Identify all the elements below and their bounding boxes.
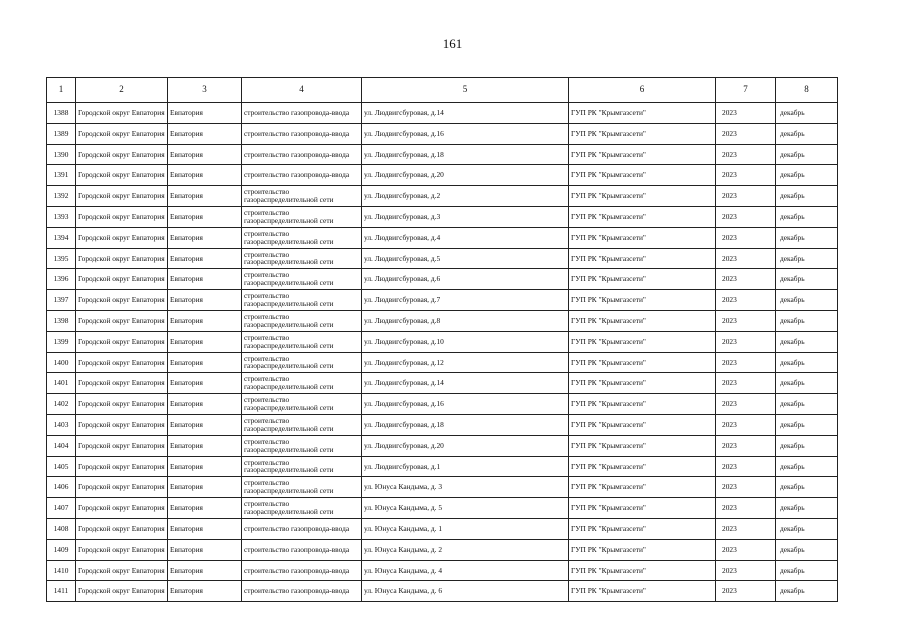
organization-cell: ГУП РК "Крымгазсети"	[569, 394, 716, 415]
work-type-cell: строительство газораспределительной сети	[242, 352, 362, 373]
row-number-cell: 1404	[47, 435, 76, 456]
table-row	[47, 123, 838, 144]
year-cell: 2023	[716, 560, 776, 581]
district-cell: Городской округ Евпатория	[76, 165, 168, 186]
district-cell: Городской округ Евпатория	[76, 103, 168, 124]
work-type-cell: строительство газораспределительной сети	[242, 227, 362, 248]
table-row	[47, 518, 838, 539]
month-cell: декабрь	[776, 518, 838, 539]
district-cell: Городской округ Евпатория	[76, 477, 168, 498]
organization-cell: ГУП РК "Крымгазсети"	[569, 165, 716, 186]
table-row	[47, 206, 838, 227]
year-cell: 2023	[716, 581, 776, 602]
settlement-cell: Евпатория	[168, 539, 242, 560]
address-cell: ул. Людвигсбуровая, д.18	[362, 414, 569, 435]
settlement-cell: Евпатория	[168, 352, 242, 373]
table-row	[47, 456, 838, 477]
table-header-row	[47, 78, 838, 103]
settlement-cell: Евпатория	[168, 560, 242, 581]
month-cell: декабрь	[776, 269, 838, 290]
organization-cell: ГУП РК "Крымгазсети"	[569, 560, 716, 581]
organization-cell: ГУП РК "Крымгазсети"	[569, 477, 716, 498]
district-cell: Городской округ Евпатория	[76, 456, 168, 477]
month-cell: декабрь	[776, 435, 838, 456]
settlement-cell: Евпатория	[168, 227, 242, 248]
organization-cell: ГУП РК "Крымгазсети"	[569, 206, 716, 227]
organization-cell: ГУП РК "Крымгазсети"	[569, 518, 716, 539]
row-number-cell: 1397	[47, 290, 76, 311]
address-cell: ул. Юнуса Кандыма, д. 5	[362, 498, 569, 519]
district-cell: Городской округ Евпатория	[76, 352, 168, 373]
year-cell: 2023	[716, 352, 776, 373]
month-cell: декабрь	[776, 477, 838, 498]
month-cell: декабрь	[776, 352, 838, 373]
page-number: 161	[442, 36, 463, 51]
row-number-cell: 1389	[47, 123, 76, 144]
address-cell: ул. Людвигсбуровая, д.20	[362, 435, 569, 456]
table-row	[47, 165, 838, 186]
row-number-cell: 1401	[47, 373, 76, 394]
organization-cell: ГУП РК "Крымгазсети"	[569, 310, 716, 331]
row-number-cell: 1402	[47, 394, 76, 415]
work-type-cell: строительство газораспределительной сети	[242, 373, 362, 394]
settlement-cell: Евпатория	[168, 144, 242, 165]
organization-cell: ГУП РК "Крымгазсети"	[569, 498, 716, 519]
settlement-cell: Евпатория	[168, 414, 242, 435]
district-cell: Городской округ Евпатория	[76, 310, 168, 331]
year-cell: 2023	[716, 539, 776, 560]
column-header: 5	[362, 78, 569, 103]
table-row	[47, 186, 838, 207]
column-header: 7	[716, 78, 776, 103]
work-type-cell: строительство газопровода-ввода	[242, 165, 362, 186]
district-cell: Городской округ Евпатория	[76, 269, 168, 290]
district-cell: Городской округ Евпатория	[76, 539, 168, 560]
work-type-cell: строительство газораспределительной сети	[242, 414, 362, 435]
row-number-cell: 1396	[47, 269, 76, 290]
column-header: 3	[168, 78, 242, 103]
organization-cell: ГУП РК "Крымгазсети"	[569, 581, 716, 602]
year-cell: 2023	[716, 310, 776, 331]
district-cell: Городской округ Евпатория	[76, 414, 168, 435]
year-cell: 2023	[716, 269, 776, 290]
address-cell: ул. Людвигсбуровая, д.16	[362, 123, 569, 144]
address-cell: ул. Людвигсбуровая, д.4	[362, 227, 569, 248]
settlement-cell: Евпатория	[168, 331, 242, 352]
settlement-cell: Евпатория	[168, 123, 242, 144]
work-type-cell: строительство газораспределительной сети	[242, 456, 362, 477]
year-cell: 2023	[716, 414, 776, 435]
work-type-cell: строительство газораспределительной сети	[242, 310, 362, 331]
data-table	[46, 77, 838, 602]
settlement-cell: Евпатория	[168, 518, 242, 539]
organization-cell: ГУП РК "Крымгазсети"	[569, 456, 716, 477]
work-type-cell: строительство газораспределительной сети	[242, 435, 362, 456]
address-cell: ул. Юнуса Кандыма, д. 2	[362, 539, 569, 560]
year-cell: 2023	[716, 103, 776, 124]
table-row	[47, 269, 838, 290]
district-cell: Городской округ Евпатория	[76, 560, 168, 581]
settlement-cell: Евпатория	[168, 103, 242, 124]
table-row	[47, 560, 838, 581]
table-row	[47, 144, 838, 165]
district-cell: Городской округ Евпатория	[76, 331, 168, 352]
district-cell: Городской округ Евпатория	[76, 186, 168, 207]
settlement-cell: Евпатория	[168, 498, 242, 519]
year-cell: 2023	[716, 373, 776, 394]
work-type-cell: строительство газопровода-ввода	[242, 103, 362, 124]
district-cell: Городской округ Евпатория	[76, 394, 168, 415]
address-cell: ул. Людвигсбуровая, д.2	[362, 186, 569, 207]
month-cell: декабрь	[776, 227, 838, 248]
row-number-cell: 1407	[47, 498, 76, 519]
address-cell: ул. Юнуса Кандыма, д. 4	[362, 560, 569, 581]
row-number-cell: 1394	[47, 227, 76, 248]
row-number-cell: 1405	[47, 456, 76, 477]
organization-cell: ГУП РК "Крымгазсети"	[569, 414, 716, 435]
month-cell: декабрь	[776, 206, 838, 227]
table-row	[47, 373, 838, 394]
column-header: 8	[776, 78, 838, 103]
table-row	[47, 248, 838, 269]
work-type-cell: строительство газораспределительной сети	[242, 206, 362, 227]
district-cell: Городской округ Евпатория	[76, 290, 168, 311]
settlement-cell: Евпатория	[168, 435, 242, 456]
address-cell: ул. Людвигсбуровая, д.8	[362, 310, 569, 331]
address-cell: ул. Юнуса Кандыма, д. 1	[362, 518, 569, 539]
address-cell: ул. Юнуса Кандыма, д. 3	[362, 477, 569, 498]
address-cell: ул. Людвигсбуровая, д.20	[362, 165, 569, 186]
year-cell: 2023	[716, 498, 776, 519]
work-type-cell: строительство газопровода-ввода	[242, 123, 362, 144]
table-row	[47, 227, 838, 248]
month-cell: декабрь	[776, 414, 838, 435]
column-header: 2	[76, 78, 168, 103]
row-number-cell: 1393	[47, 206, 76, 227]
month-cell: декабрь	[776, 165, 838, 186]
year-cell: 2023	[716, 186, 776, 207]
address-cell: ул. Людвигсбуровая, д.12	[362, 352, 569, 373]
year-cell: 2023	[716, 248, 776, 269]
month-cell: декабрь	[776, 310, 838, 331]
column-header: 6	[569, 78, 716, 103]
district-cell: Городской округ Евпатория	[76, 373, 168, 394]
address-cell: ул. Людвигсбуровая, д.7	[362, 290, 569, 311]
organization-cell: ГУП РК "Крымгазсети"	[569, 123, 716, 144]
table-row	[47, 331, 838, 352]
settlement-cell: Евпатория	[168, 456, 242, 477]
month-cell: декабрь	[776, 103, 838, 124]
district-cell: Городской округ Евпатория	[76, 123, 168, 144]
settlement-cell: Евпатория	[168, 477, 242, 498]
year-cell: 2023	[716, 123, 776, 144]
address-cell: ул. Людвигсбуровая, д.16	[362, 394, 569, 415]
organization-cell: ГУП РК "Крымгазсети"	[569, 373, 716, 394]
work-type-cell: строительство газораспределительной сети	[242, 477, 362, 498]
row-number-cell: 1395	[47, 248, 76, 269]
table-row	[47, 103, 838, 124]
row-number-cell: 1390	[47, 144, 76, 165]
work-type-cell: строительство газопровода-ввода	[242, 539, 362, 560]
row-number-cell: 1408	[47, 518, 76, 539]
month-cell: декабрь	[776, 394, 838, 415]
settlement-cell: Евпатория	[168, 206, 242, 227]
row-number-cell: 1399	[47, 331, 76, 352]
address-cell: ул. Юнуса Кандыма, д. 6	[362, 581, 569, 602]
work-type-cell: строительство газораспределительной сети	[242, 269, 362, 290]
settlement-cell: Евпатория	[168, 581, 242, 602]
address-cell: ул. Людвигсбуровая, д.14	[362, 373, 569, 394]
month-cell: декабрь	[776, 498, 838, 519]
year-cell: 2023	[716, 456, 776, 477]
table-body	[47, 103, 838, 602]
year-cell: 2023	[716, 477, 776, 498]
table-row	[47, 498, 838, 519]
work-type-cell: строительство газораспределительной сети	[242, 248, 362, 269]
organization-cell: ГУП РК "Крымгазсети"	[569, 290, 716, 311]
organization-cell: ГУП РК "Крымгазсети"	[569, 269, 716, 290]
address-cell: ул. Людвигсбуровая, д.3	[362, 206, 569, 227]
settlement-cell: Евпатория	[168, 394, 242, 415]
organization-cell: ГУП РК "Крымгазсети"	[569, 248, 716, 269]
month-cell: декабрь	[776, 456, 838, 477]
year-cell: 2023	[716, 518, 776, 539]
year-cell: 2023	[716, 227, 776, 248]
row-number-cell: 1388	[47, 103, 76, 124]
organization-cell: ГУП РК "Крымгазсети"	[569, 539, 716, 560]
table-row	[47, 435, 838, 456]
settlement-cell: Евпатория	[168, 186, 242, 207]
address-cell: ул. Людвигсбуровая, д.1	[362, 456, 569, 477]
year-cell: 2023	[716, 394, 776, 415]
column-header: 4	[242, 78, 362, 103]
year-cell: 2023	[716, 206, 776, 227]
settlement-cell: Евпатория	[168, 290, 242, 311]
month-cell: декабрь	[776, 123, 838, 144]
row-number-cell: 1409	[47, 539, 76, 560]
organization-cell: ГУП РК "Крымгазсети"	[569, 103, 716, 124]
work-type-cell: строительство газораспределительной сети	[242, 290, 362, 311]
settlement-cell: Евпатория	[168, 373, 242, 394]
month-cell: декабрь	[776, 581, 838, 602]
row-number-cell: 1410	[47, 560, 76, 581]
work-type-cell: строительство газораспределительной сети	[242, 498, 362, 519]
district-cell: Городской округ Евпатория	[76, 435, 168, 456]
year-cell: 2023	[716, 435, 776, 456]
row-number-cell: 1406	[47, 477, 76, 498]
month-cell: декабрь	[776, 186, 838, 207]
work-type-cell: строительство газопровода-ввода	[242, 518, 362, 539]
district-cell: Городской округ Евпатория	[76, 248, 168, 269]
table-row	[47, 414, 838, 435]
settlement-cell: Евпатория	[168, 165, 242, 186]
table-row	[47, 394, 838, 415]
settlement-cell: Евпатория	[168, 248, 242, 269]
district-cell: Городской округ Евпатория	[76, 144, 168, 165]
month-cell: декабрь	[776, 248, 838, 269]
work-type-cell: строительство газораспределительной сети	[242, 394, 362, 415]
row-number-cell: 1400	[47, 352, 76, 373]
address-cell: ул. Людвигсбуровая, д.18	[362, 144, 569, 165]
work-type-cell: строительство газораспределительной сети	[242, 186, 362, 207]
row-number-cell: 1411	[47, 581, 76, 602]
year-cell: 2023	[716, 331, 776, 352]
settlement-cell: Евпатория	[168, 310, 242, 331]
district-cell: Городской округ Евпатория	[76, 498, 168, 519]
column-header: 1	[47, 78, 76, 103]
organization-cell: ГУП РК "Крымгазсети"	[569, 144, 716, 165]
year-cell: 2023	[716, 290, 776, 311]
month-cell: декабрь	[776, 290, 838, 311]
organization-cell: ГУП РК "Крымгазсети"	[569, 227, 716, 248]
month-cell: декабрь	[776, 331, 838, 352]
work-type-cell: строительство газопровода-ввода	[242, 144, 362, 165]
year-cell: 2023	[716, 144, 776, 165]
table-row	[47, 290, 838, 311]
district-cell: Городской округ Евпатория	[76, 206, 168, 227]
work-type-cell: строительство газопровода-ввода	[242, 560, 362, 581]
row-number-cell: 1398	[47, 310, 76, 331]
table-row	[47, 352, 838, 373]
year-cell: 2023	[716, 165, 776, 186]
organization-cell: ГУП РК "Крымгазсети"	[569, 435, 716, 456]
row-number-cell: 1403	[47, 414, 76, 435]
table-row	[47, 539, 838, 560]
settlement-cell: Евпатория	[168, 269, 242, 290]
row-number-cell: 1392	[47, 186, 76, 207]
table-row	[47, 310, 838, 331]
month-cell: декабрь	[776, 539, 838, 560]
row-number-cell: 1391	[47, 165, 76, 186]
organization-cell: ГУП РК "Крымгазсети"	[569, 352, 716, 373]
district-cell: Городской округ Евпатория	[76, 227, 168, 248]
organization-cell: ГУП РК "Крымгазсети"	[569, 186, 716, 207]
table-row	[47, 581, 838, 602]
address-cell: ул. Людвигсбуровая, д.6	[362, 269, 569, 290]
organization-cell: ГУП РК "Крымгазсети"	[569, 331, 716, 352]
table-row	[47, 477, 838, 498]
month-cell: декабрь	[776, 560, 838, 581]
month-cell: декабрь	[776, 373, 838, 394]
work-type-cell: строительство газопровода-ввода	[242, 581, 362, 602]
address-cell: ул. Людвигсбуровая, д.10	[362, 331, 569, 352]
district-cell: Городской округ Евпатория	[76, 518, 168, 539]
work-type-cell: строительство газораспределительной сети	[242, 331, 362, 352]
district-cell: Городской округ Евпатория	[76, 581, 168, 602]
address-cell: ул. Людвигсбуровая, д.5	[362, 248, 569, 269]
month-cell: декабрь	[776, 144, 838, 165]
address-cell: ул. Людвигсбуровая, д.14	[362, 103, 569, 124]
